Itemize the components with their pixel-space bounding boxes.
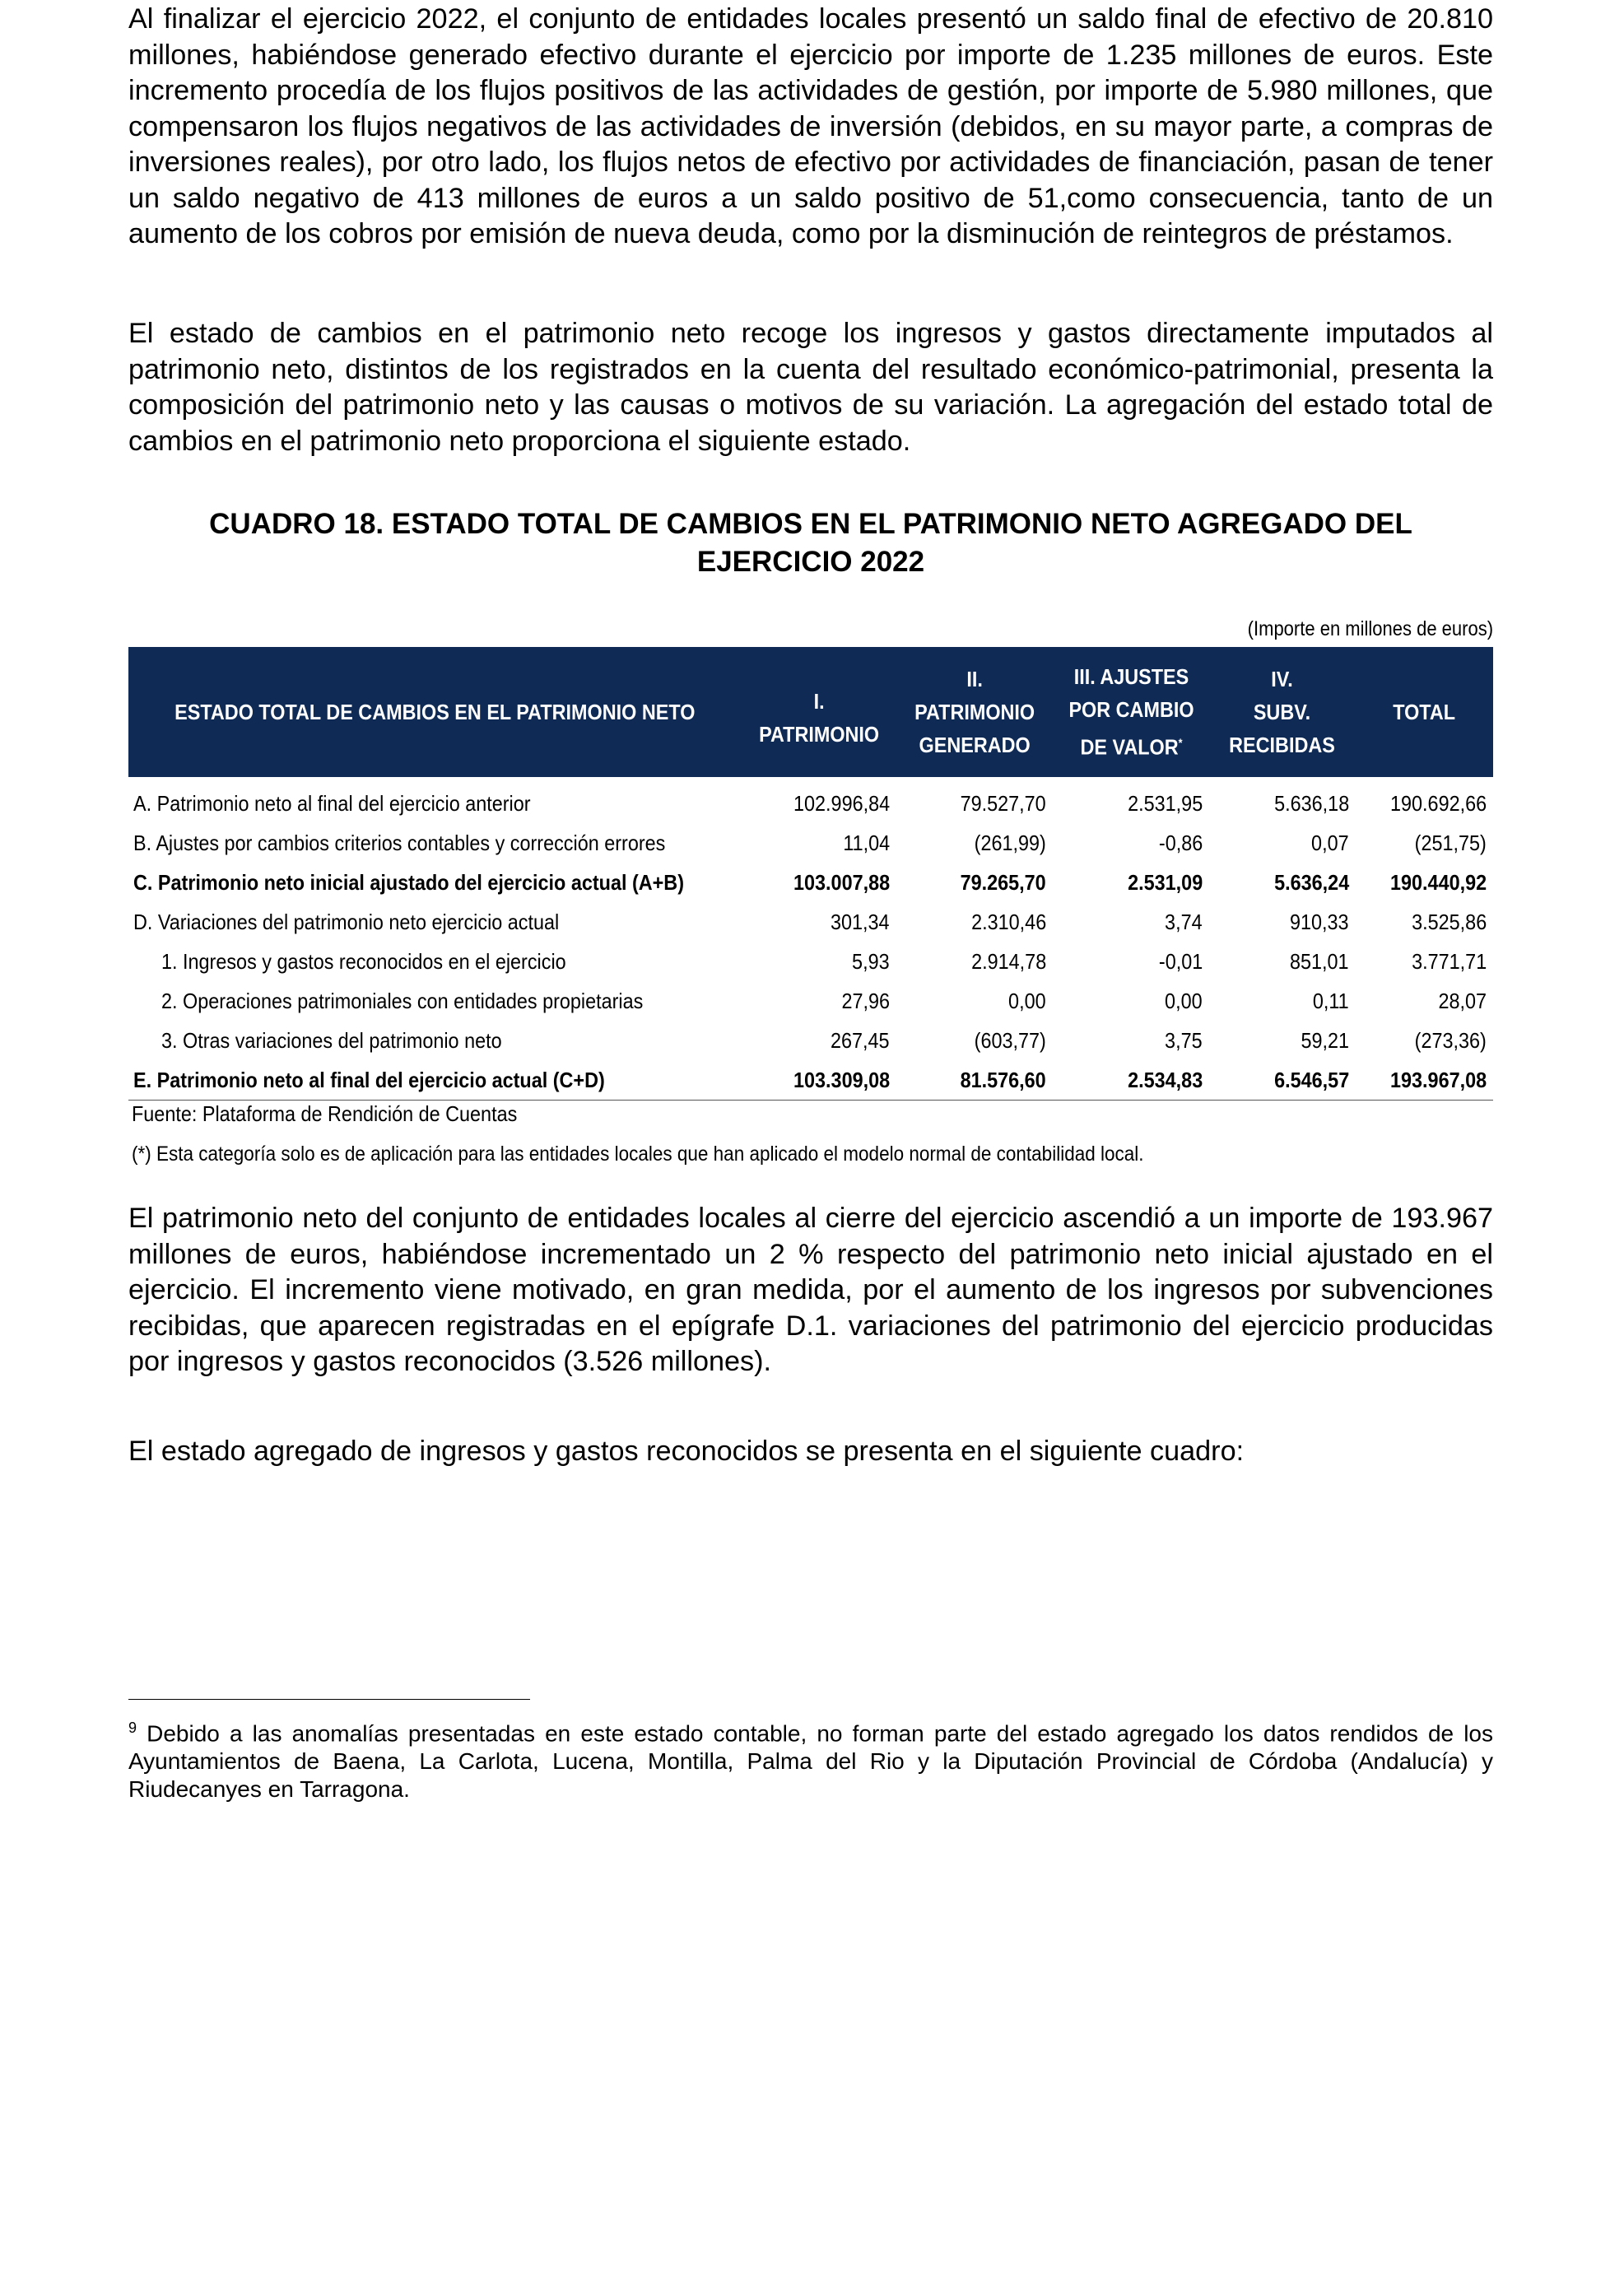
header-ajustes: III. AJUSTES POR CAMBIO DE VALOR* xyxy=(1053,647,1209,777)
equity-table-container xyxy=(128,647,1493,1101)
header-label: ESTADO TOTAL DE CAMBIOS EN EL PATRIMONIO NETO xyxy=(128,647,742,777)
header-patrimonio: I. PATRIMONIO xyxy=(742,647,896,777)
header-patrimonio-generado: II. PATRIMONIO GENERADO xyxy=(896,647,1053,777)
paragraph-equity-result: El patrimonio neto del conjunto de entidades locales al cierre del ejercicio ascendió a un importe de 193.967 millones de euros, habiéndose incrementado un 2 % respecto del patrimonio neto inicial ajustado en el ejercicio. El incremento viene motivado, en gran medida, por el aumento de los ingresos por subvenciones recibidas, que aparecen registradas en el epígrafe D.1. variaciones del patrimonio del ejercicio producidas por ingresos y gastos reconocidos (3.526 millones). xyxy=(128,1203,1493,1377)
footnote-divider xyxy=(128,1699,530,1700)
footnote-text: Debido a las anomalías presentadas en este estado contable, no forman parte del estado agregado los datos rendidos de los Ayuntamientos de Baena, La Carlota, Lucena, Montilla, Palma del Rio y la Diputación Provincial de Córdoba (Andalucía) y Riudecanyes en Tarragona. xyxy=(128,1720,1494,1803)
table-row: B. Ajustes por cambios criterios contables y corrección errores 11,04 (261,99) -0,86 0,07 (251,75) xyxy=(133,830,1487,855)
table-source: Fuente: Plataforma de Rendición de Cuentas xyxy=(132,1101,518,1126)
header-subvenciones: IV. SUBV. RECIBIDAS xyxy=(1209,647,1356,777)
equity-changes-table xyxy=(128,647,1493,1101)
paragraph-equity-intro: El estado de cambios en el patrimonio neto recoge los ingresos y gastos directamente imputados al patrimonio neto, distintos de los registrados en la cuenta del resultado económico-patrimonial, presenta la composición del patrimonio neto y las causas o motivos de su variación. La agregación del estado total de cambios en el patrimonio neto proporciona el siguiente estado. xyxy=(128,318,1493,457)
table-row: C. Patrimonio neto inicial ajustado del ejercicio actual (A+B) 103.007,88 79.265,70 2.531,09 5.636,24 190.440,92 xyxy=(133,869,1487,895)
table-row: 3. Otras variaciones del patrimonio neto 267,45 (603,77) 3,75 59,21 (273,36) xyxy=(161,1027,1487,1053)
header-total: TOTAL xyxy=(1356,647,1493,777)
table-note: (*) Esta categoría solo es de aplicación para las entidades locales que han aplicado el modelo normal de contabilidad local. xyxy=(132,1142,1144,1166)
paragraph-next-table: El estado agregado de ingresos y gastos reconocidos se presenta en el siguiente cuadro: xyxy=(128,1436,1245,1467)
table-row: 1. Ingresos y gastos reconocidos en el ejercicio 5,93 2.914,78 -0,01 851,01 3.771,71 xyxy=(161,948,1487,974)
table-row: A. Patrimonio neto al final del ejercicio anterior 102.996,84 79.527,70 2.531,95 5.636,18 190.692,66 xyxy=(133,790,1487,816)
footnote-mark: 9 xyxy=(128,1720,137,1736)
table-row: E. Patrimonio neto al final del ejercicio actual (C+D) 103.309,08 81.576,60 2.534,83 6.546,57 193.967,08 xyxy=(128,1060,1493,1101)
table-title-line2: EJERCICIO 2022 xyxy=(696,546,925,578)
paragraph-cash-flow: Al finalizar el ejercicio 2022, el conjunto de entidades locales presentó un saldo final de efectivo de 20.810 millones, habiéndose generado efectivo durante el ejercicio por importe de 1.235 millones de euros. Este incremento procedía de los flujos positivos de las actividades de gestión, por importe de 5.980 millones, que compensaron los flujos negativos de las actividades de inversión (debidos, en su mayor parte, a compras de inversiones reales), por otro lado, los flujos netos de efectivo por actividades de financiación, pasan de tener un saldo negativo de 413 millones de euros a un saldo positivo de 51,como consecuencia, tanto de un aumento de los cobros por emisión de nueva deuda, como por la disminución de reintegros de préstamos. xyxy=(128,3,1493,249)
table-header-row xyxy=(128,647,1493,777)
table-row: D. Variaciones del patrimonio neto ejercicio actual 301,34 2.310,46 3,74 910,33 3.525,86 xyxy=(133,909,1487,934)
footnote xyxy=(128,1714,1493,1803)
table-row: 2. Operaciones patrimoniales con entidades propietarias 27,96 0,00 0,00 0,11 28,07 xyxy=(161,988,1487,1013)
table-title-line1: CUADRO 18. ESTADO TOTAL DE CAMBIOS EN EL PATRIMONIO NETO AGREGADO DEL xyxy=(209,508,1412,540)
unit-note: (Importe en millones de euros) xyxy=(1247,617,1493,640)
table-title xyxy=(128,505,1493,581)
